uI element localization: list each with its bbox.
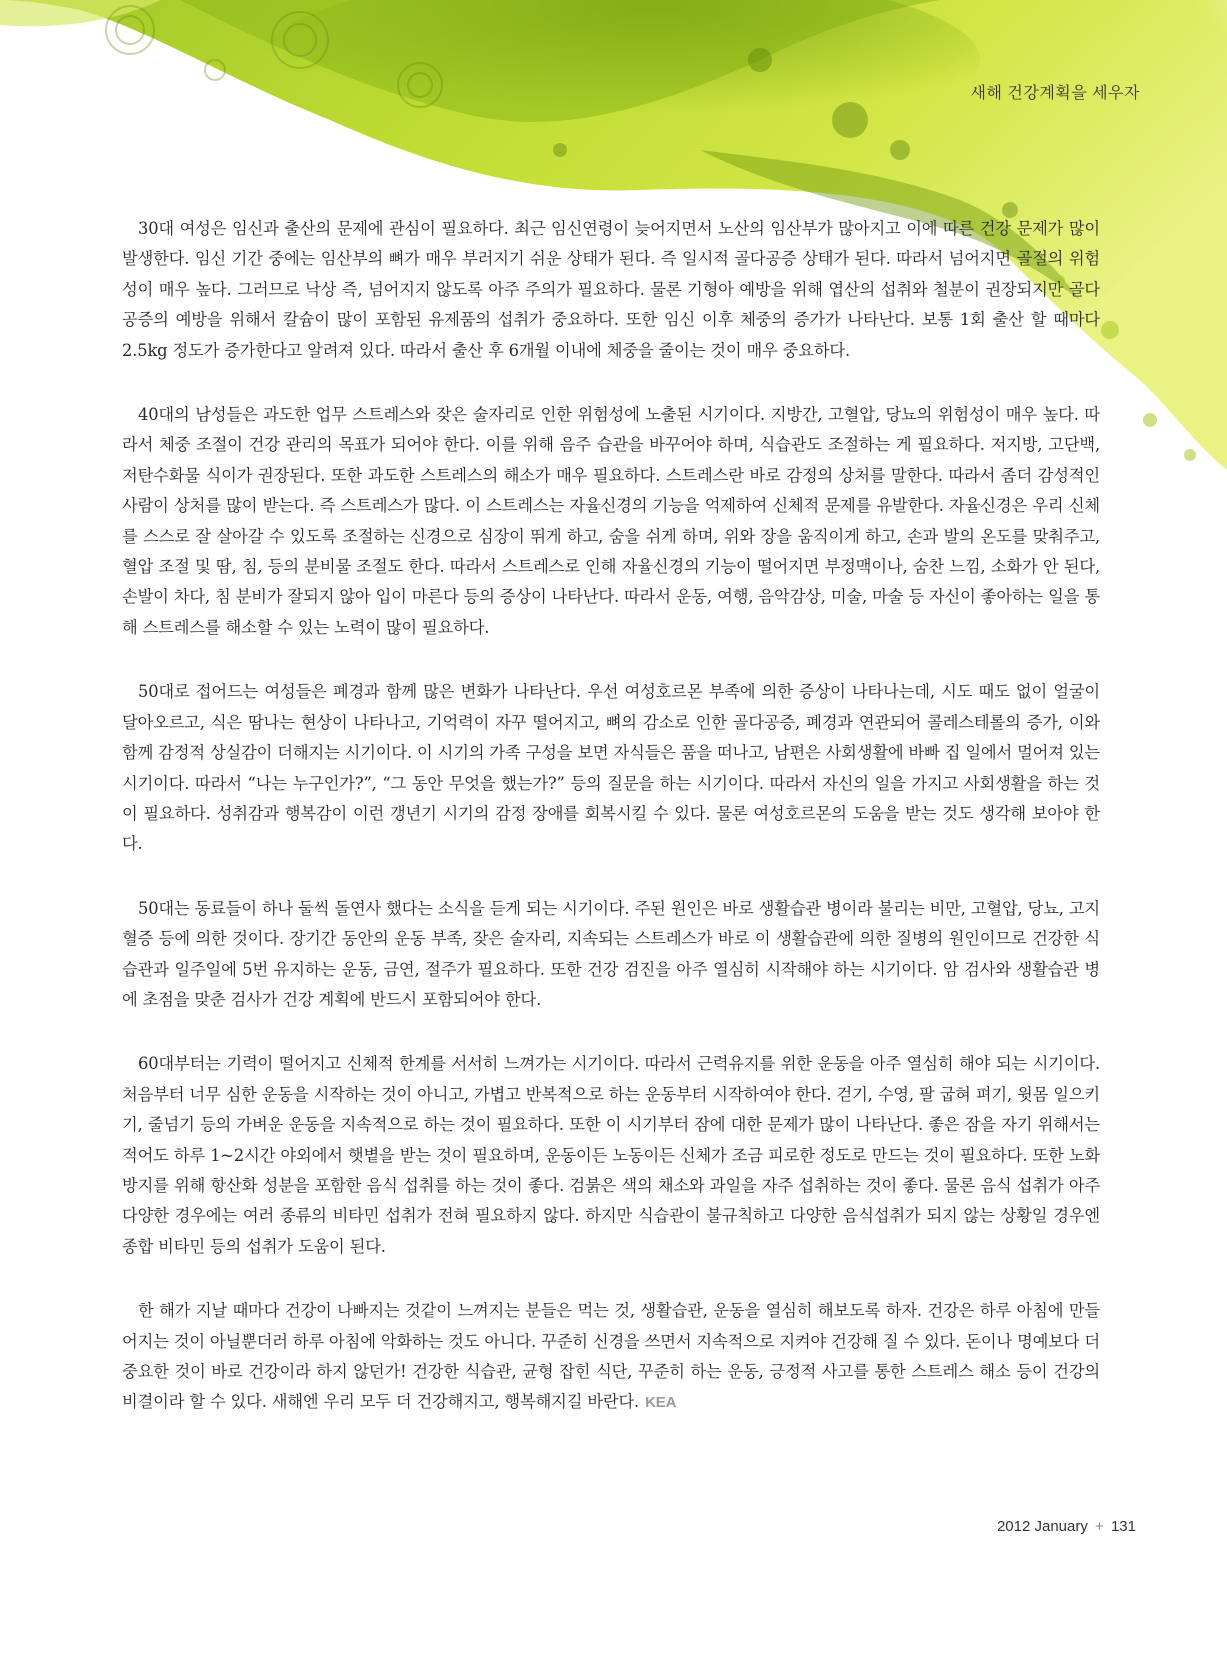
paragraph: 30대 여성은 임신과 출산의 문제에 관심이 필요하다. 최근 임신연령이 늦어지면서 노산의 임산부가 많아지고 이에 따른 건강 문제가 많이 발생한다. 임신 기간 중에는 임산부의 뼈가 매우 부러지기 쉬운 상태가 된다. 즉 일시적 골다공증 상태가 된다. 따라서 넘어지면 골절의 위험성이 매우 높다. 그러므로 낙상 즉, 넘어지지 않도록 아주 주의가 필요하다. 물론 기형아 예방을 위해 엽산의 섭취와 철분이 권장되지만 골다공증의 예방을 위해서 칼슘이 많이 포함된 유제품의 섭취가 중요하다. 또한 임신 이후 체중의 증가가 나타난다. 보통 1회 출산 할 때마다 2.5kg 정도가 증가한다고 알려져 있다. 따라서 출산 후 6개월 이내에 체중을 줄이는 것이 매우 중요하다. [122,219,1100,360]
paragraph: 40대의 남성들은 과도한 업무 스트레스와 잦은 술자리로 인한 위험성에 노출된 시기이다. 지방간, 고혈압, 당뇨의 위험성이 매우 높다. 따라서 체중 조절이 건강 관리의 목표가 되어야 한다. 이를 위해 음주 습관을 바꾸어야 하며, 식습관도 조절하는 게 필요하다. 저지방, 고단백, 저탄수화물 식이가 권장된다. 또한 과도한 스트레스의 해소가 매우 필요하다. 스트레스란 바로 감정의 상처를 말한다. 따라서 좀더 감성적인 사람이 상처를 많이 받는다. 즉 스트레스가 많다. 이 스트레스는 자율신경의 기능을 억제하여 신체적 문제를 유발한다. 자율신경은 우리 신체를 스스로 잘 살아갈 수 있도록 조절하는 신경으로 심장이 뛰게 하고, 숨을 쉬게 하며, 위와 장을 움직이게 하고, 손과 발의 온도를 맞춰주고, 혈압 조절 및 땀, 침, 등의 분비물 조절도 한다. 따라서 스트레스로 인해 자율신경의 기능이 떨어지면 부정맥이나, 숨찬 느낌, 소화가 안 된다, 손발이 차다, 침 분비가 잘되지 않아 입이 마른다 등의 증상이 나타난다. 따라서 운동, 여행, 음악감상, 미술, 마술 등 자신이 좋아하는 일을 통해 스트레스를 해소할 수 있는 노력이 많이 필요하다. [122,405,1100,637]
paragraph: 50대는 동료들이 하나 둘씩 돌연사 했다는 소식을 듣게 되는 시기이다. 주된 원인은 바로 생활습관 병이라 불리는 비만, 고혈압, 당뇨, 고지혈증 등에 의한 것이다. 장기간 동안의 운동 부족, 잦은 술자리, 지속되는 스트레스가 바로 이 생활습관에 의한 질병의 원인이므로 건강한 식습관과 일주일에 5번 유지하는 운동, 금연, 절주가 필요하다. 또한 건강 검진을 아주 열심히 시작해야 하는 시기이다. 암 검사와 생활습관 병에 초점을 맞춘 검사가 건강 계획에 반드시 포함되어야 한다. [122,898,1100,1009]
author-signature: KEA [645,1394,677,1412]
article-body [122,214,1100,1453]
paragraph: 50대로 접어드는 여성들은 폐경과 함께 많은 변화가 나타난다. 우선 여성호르몬 부족에 의한 증상이 나타나는데, 시도 때도 없이 얼굴이 달아오르고, 식은 땀나는 현상이 나타나고, 기억력이 자꾸 떨어지고, 뼈의 감소로 인한 골다공증, 폐경과 연관되어 콜레스테롤의 증가, 이와 함께 감정적 상실감이 더해지는 시기이다. 이 시기의 가족 구성을 보면 자식들은 품을 떠나고, 남편은 사회생활에 바빠 집 일에서 멀어져 있는 시기이다. 따라서 “나는 누구인가?”, “그 동안 무엇을 했는가?” 등의 질문을 하는 시기이다. 따라서 자신의 일을 가지고 사회생활을 하는 것이 필요하다. 성취감과 행복감이 이런 갱년기 시기의 감정 장애를 회복시킬 수 있다. 물론 여성호르몬의 도움을 받는 것도 생각해 보아야 한다. [122,682,1100,854]
page-footer [997,1518,1136,1535]
paragraph: 60대부터는 기력이 떨어지고 신체적 한계를 서서히 느껴가는 시기이다. 따라서 근력유지를 위한 운동을 아주 열심히 해야 되는 시기이다. 처음부터 너무 심한 운동을 시작하는 것이 아니고, 가볍고 반복적으로 하는 운동부터 시작하여야 한다. 걷기, 수영, 팔 굽혀 펴기, 윗몸 일으키기, 줄넘기 등의 가벼운 운동을 지속적으로 하는 것이 필요하다. 또한 이 시기부터 잠에 대한 문제가 많이 나타난다. 좋은 잠을 자기 위해서는 적어도 하루 1~2시간 야외에서 햇볕을 받는 것이 필요하며, 운동이든 노동이든 신체가 조금 피로한 정도로 만드는 것이 필요하다. 또한 노화 방지를 위해 항산화 성분을 포함한 음식 섭취를 하는 것이 좋다. 검붉은 색의 채소와 과일을 자주 섭취하는 것이 좋다. 물론 음식 섭취가 아주 다양한 경우에는 여러 종류의 비타민 섭취가 전혀 필요하지 않다. 하지만 식습관이 불규칙하고 다양한 음식섭취가 되지 않는 상황일 경우엔 종합 비타민 등의 섭취가 도움이 된다. [122,1054,1100,1256]
issue-date: 2012 January [996,1518,1088,1535]
paragraph-final [122,1296,1100,1419]
section-title: 새해 건강계획을 세우자 [970,85,1140,102]
footer-separator: + [1095,1518,1104,1535]
page-number: 131 [1110,1518,1136,1535]
paragraph-text: 한 해가 지날 때마다 건강이 나빠지는 것같이 느껴지는 분들은 먹는 것, 생활습관, 운동을 열심히 해보도록 하자. 건강은 하루 아침에 만들어지는 것이 아닐뿐더러 하루 아침에 악화하는 것도 아니다. 꾸준히 신경을 쓰면서 지속적으로 지켜야 건강해 질 수 있다. 돈이나 명예보다 더 중요한 것이 바로 건강이라 하지 않던가! 건강한 식습관, 균형 잡힌 식단, 꾸준히 하는 운동, 긍정적 사고를 통한 스트레스 해소 등이 건강의 비결이라 할 수 있다. 새해엔 우리 모두 더 건강해지고, 행복해지길 바란다. [122,1301,1100,1412]
